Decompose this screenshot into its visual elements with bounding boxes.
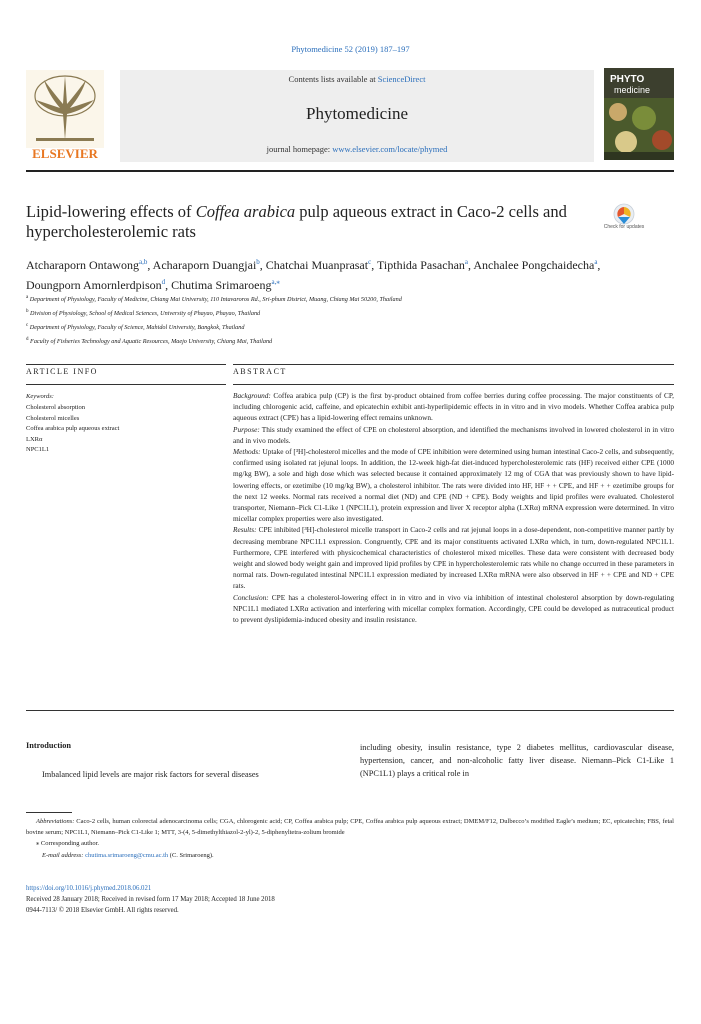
abstract-section: [233, 390, 674, 424]
author-name[interactable]: Chutima Srimaroeng: [171, 278, 272, 292]
journal-cover-image: [604, 68, 674, 160]
affiliation-text: Division of Physiology, School of Medical Sciences, University of Phayao, Phayao, Thailand: [30, 310, 261, 318]
abstract-end-rule: [26, 710, 674, 711]
keyword-list: [26, 403, 226, 456]
email-footnote: [26, 851, 674, 862]
affiliation-marker: d: [26, 337, 29, 343]
email-link[interactable]: chutima.srimaroeng@cmu.ac.th: [85, 851, 169, 859]
author-name[interactable]: Chatchai Muanprasat: [265, 258, 369, 272]
doi-block: [26, 883, 674, 916]
abstract-section-label: Conclusion:: [233, 592, 269, 602]
author-separator: ,: [165, 278, 172, 292]
keywords-label: Keywords:: [26, 393, 54, 400]
footnote-rule: [26, 812, 72, 813]
affiliation-text: Faculty of Fisheries Technology and Aquatic Resources, Maejo University, Chiang Mai, Thailand: [30, 338, 273, 346]
abbreviations-text: Caco-2 cells, human colorectal adenocarcinoma cells; CGA, chlorogenic acid; CP, Coffea arabica pulp; CPE, Coffea arabica pulp aqueous extract; DMEM/F12, Dulbecco’s modified Eagle’s medium; EC, epicatechin; FBS, fetal bovine serum; NPC1L1, Niemann–Pick C1-Like 1; MTT, 3-(4, 5-dimethylthiazol-2-yl)-2, 5-diphenyltetra-zolium bromide: [26, 818, 674, 836]
keyword-item: Cholesterol absorption: [26, 404, 86, 411]
author-affiliation-marker[interactable]: a,⁎: [271, 278, 280, 286]
email-label: E-mail address:: [42, 851, 86, 859]
homepage-prefix: journal homepage:: [266, 144, 333, 154]
introduction-heading: Introduction: [26, 741, 72, 750]
title-species: Coffea arabica: [195, 202, 296, 221]
author-affiliation-marker[interactable]: b: [256, 258, 260, 266]
author-list: [26, 254, 626, 294]
homepage-line: [120, 144, 594, 154]
abstract-section-label: Methods:: [233, 447, 261, 457]
keyword-item: LXRα: [26, 435, 43, 443]
affiliation-marker: b: [26, 309, 29, 315]
article-info-rule-2: [26, 384, 226, 385]
abbreviations-label: Abbreviations:: [36, 818, 75, 825]
author-affiliation-marker[interactable]: a: [594, 258, 598, 266]
abstract-section: [233, 524, 674, 591]
title-part-2: pulp aqueous extract in Caco-2 cells and hypercholesterolemic rats: [26, 202, 567, 241]
received-dates: Received 28 January 2018; Received in revised form 17 May 2018; Accepted 18 June 2018: [26, 896, 275, 903]
footnotes: [26, 817, 674, 862]
abstract-rule: [233, 364, 674, 365]
affiliation-text: Department of Physiology, Faculty of Science, Mahidol University, Bangkok, Thailand: [29, 324, 245, 332]
journal-title: Phytomedicine: [306, 104, 408, 123]
abbreviations-footnote: [26, 817, 674, 838]
affiliation-text: Department of Physiology, Faculty of Medicine, Chiang Mai University, 110 Intavaroros Rd., Sri-phum District, Muang, Chiang Mai 50200, Thailand: [29, 296, 402, 304]
cover-title-2: medicine: [614, 85, 651, 95]
abstract-heading: ABSTRACT: [233, 367, 287, 376]
affiliation-marker: c: [26, 323, 29, 329]
author-name[interactable]: Acharaporn Duangjai: [152, 258, 257, 272]
journal-reference[interactable]: Phytomedicine 52 (2019) 187–197: [291, 44, 410, 54]
affiliation-item: [26, 292, 646, 306]
author-name[interactable]: Atcharaporn Ontawong: [26, 258, 139, 272]
header-rule: [26, 170, 674, 172]
introduction-text-right: including obesity, insulin resistance, type 2 diabetes mellitus, cardiovascular disease, hypertension, cancer, and non-alcoholic fatty liver disease. Niemann–Pick C1-Like 1 (NPC1L1) plays a critical role in: [360, 743, 674, 778]
sciencedirect-link[interactable]: ScienceDirect: [377, 74, 426, 84]
author-affiliation-marker[interactable]: d: [161, 278, 166, 286]
affiliation-marker: a: [26, 295, 29, 300]
author-affiliation-marker[interactable]: a,b: [138, 258, 148, 266]
author-separator: ,: [468, 258, 474, 272]
article-info-rule: [26, 364, 226, 365]
abstract-rule-2: [233, 384, 674, 385]
abstract-section-label: Results:: [233, 525, 257, 535]
author-separator: ,: [147, 258, 153, 272]
abstract-section-text: This study examined the effect of CPE on cholesterol absorption, and identified the mechanisms involved in lowered cholesterol in in vitro and in vivo models.: [233, 424, 674, 445]
abstract-section: [233, 446, 674, 524]
title-part-1: Lipid-lowering effects of: [26, 202, 196, 221]
affiliation-item: [26, 306, 646, 320]
introduction-text-left: Imbalanced lipid levels are major risk factors for several diseases: [42, 770, 259, 779]
abstract-section-label: Purpose:: [233, 424, 260, 434]
publisher-name: ELSEVIER: [32, 146, 98, 161]
abstract-section-text: Coffea arabica pulp (CP) is the first by-product obtained from coffee berries during coffee processing. The major constituents of CP, including chlorogenic acid, caffeine, and epicatechin exhibit anti-hyperlipidemic effects in in vitro and in vivo models. Whether Coffea arabica pulp aqueous extract (CPE) has a lipid-lowering effect remains unknown.: [233, 391, 674, 423]
author-separator: ,: [259, 258, 266, 272]
affiliation-item: [26, 320, 646, 334]
copyright-line: 0944-7113/ © 2018 Elsevier GmbH. All rights reserved.: [26, 907, 179, 914]
elsevier-logo: [26, 70, 104, 162]
author-affiliation-marker[interactable]: c: [368, 258, 372, 266]
abstract-section-text: CPE has a cholesterol-lowering effect in in vitro and in vivo via inhibition of intestinal cholesterol absorption by down-regulating NPC1L1 mediated LXRα activation and interfering with micellar complex formation. Accordingly, CPE could be developed as nutraceutical product to prevent dyslipidemia-induced obesity and insulin resistance.: [233, 592, 674, 625]
abstract-body: [233, 390, 674, 625]
contents-line: [120, 74, 594, 84]
keyword-item: Cholesterol micelles: [26, 414, 80, 422]
author-separator: ,: [371, 258, 378, 272]
corresponding-author-note: ⁎ Corresponding author.: [36, 840, 100, 847]
cover-title-1: PHYTO: [610, 74, 645, 85]
journal-homepage-link[interactable]: www.elsevier.com/locate/phymed: [332, 144, 448, 154]
keyword-item: NPC1L1: [26, 446, 50, 453]
abstract-section-text: Uptake of [³H]-cholesterol micelles and the mode of CPE inhibition were determined using human intestinal Caco-2 cells, and subsequently, confirmed using isolated rat jejunal loops. In addition, the 12-week high-fat diet-induced hypercholesterolemic rats (HF) received either CPE (1000 mg/kg BW), a sole and high dose which was selected because it contained approximately 12 mg of CGA that was previously shown to have lipid-lowering effects, or ezetimibe (10 mg/kg BW), a cholesterol inhibitor. The rats were divided into HF, HF + + CPE, and HF + + ezetimibe groups for the next 12 weeks. Normal rats received a normal diet (ND) and CPE (ND + CPE). Body weights and lipid profiles were evaluated. Cholesterol transporter, Niemann–Pick C1-Like 1 (NPC1L1), protein expression and liver X receptor alpha (LXRα) mRNA expression were determined. In vitro micellar complex properties were also investigated.: [233, 447, 674, 524]
affiliation-list: [26, 292, 646, 348]
article-info-heading: ARTICLE INFO: [26, 367, 98, 376]
keyword-item: Coffea arabica pulp aqueous extract: [26, 425, 120, 432]
abstract-section-label: Background:: [233, 391, 271, 400]
doi-link[interactable]: https://doi.org/10.1016/j.phymed.2018.06.021: [26, 885, 152, 892]
article-title: [26, 202, 586, 242]
author-name[interactable]: Anchalee Pongchaidecha: [473, 258, 595, 272]
abstract-section: [233, 592, 674, 626]
contents-prefix: Contents lists available at: [288, 74, 378, 84]
email-suffix: (C. Srimaroeng).: [168, 851, 214, 859]
abstract-section: [233, 424, 674, 446]
affiliation-item: [26, 334, 646, 348]
author-name[interactable]: Doungporn Amornlerdpison: [26, 278, 162, 292]
author-affiliation-marker[interactable]: a: [464, 258, 469, 266]
author-name[interactable]: Tipthida Pasachan: [377, 258, 465, 272]
check-for-updates-label[interactable]: Check for updates: [603, 224, 645, 230]
author-separator: ,: [597, 258, 601, 272]
abstract-section-text: CPE inhibited [³H]-cholesterol micelle transport in Caco-2 cells and rat jejunal loops in a dose-dependent, non-competitive manner partly by decreasing membrane NPC1L1 expression. Congruently, CPE and its major constituents activated LXRα which, in turn, down-regulated NPC1L1. Furthermore, CPE interfered with physicochemical characteristics of cholesterol mixed micelles. These data were consistent with decreased body weight and slowed body weight gain and improved lipid profiles by CPE in hypercholesterolemic rats while no change occurred in these parameters in normal rats. Down-regulated intestinal NPC1L1 expression mediated by increased LXRα mRNA were also observed in HF + + CPE and ND + CPE rats.: [233, 525, 674, 591]
check-for-updates-badge[interactable]: [606, 203, 642, 239]
